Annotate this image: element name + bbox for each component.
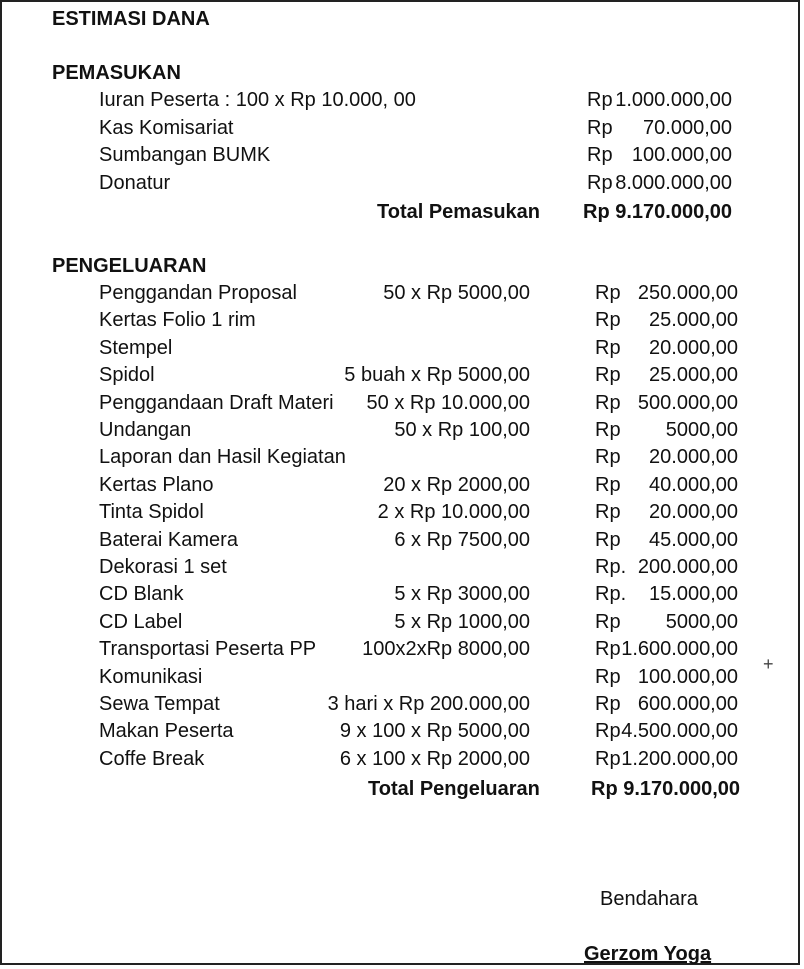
- plus-icon: +: [763, 654, 774, 674]
- item-calculation: 5 x Rp 1000,00: [394, 610, 530, 633]
- item-label: Iuran Peserta : 100 x Rp 10.000, 00: [99, 89, 416, 111]
- item-amount: 20.000,00: [649, 446, 738, 469]
- item-amount: 100.000,00: [637, 665, 738, 688]
- item-label: Sewa Tempat: [99, 693, 220, 715]
- item-currency: Rp: [595, 610, 621, 633]
- item-label: Penggandan Proposal: [99, 282, 297, 304]
- item-amount: 70.000,00: [643, 116, 732, 139]
- item-currency: Rp: [595, 446, 621, 469]
- income-total-label: Total Pemasukan: [377, 201, 541, 223]
- item-amount: 600.000,00: [637, 693, 738, 715]
- item-label: Stempel: [99, 336, 173, 359]
- item-currency: Rp: [595, 336, 621, 359]
- item-amount: 15.000,00: [649, 583, 738, 606]
- item-label: Penggandaan Draft Materi: [99, 391, 334, 414]
- item-label: Kertas Folio 1 rim: [99, 309, 256, 332]
- item-calculation: 50 x Rp 5000,00: [383, 282, 530, 304]
- item-label: Kertas Plano: [99, 473, 214, 496]
- item-label: CD Blank: [99, 583, 184, 606]
- item-label: Tinta Spidol: [99, 501, 204, 524]
- item-label: Makan Peserta: [99, 720, 234, 743]
- item-label: Coffe Break: [99, 747, 205, 770]
- item-currency: Rp: [595, 309, 621, 332]
- item-currency: Rp.: [595, 583, 627, 606]
- item-currency: Rp: [595, 501, 621, 524]
- item-calculation: 6 x Rp 7500,00: [394, 528, 530, 551]
- item-currency: Rp: [595, 638, 621, 661]
- income-total-value: Rp 9.170.000,00: [583, 201, 732, 223]
- item-calculation: 20 x Rp 2000,00: [383, 473, 530, 496]
- item-amount: 40.000,00: [649, 473, 738, 496]
- item-amount: 1.000.000,00: [615, 89, 732, 111]
- item-currency: Rp: [595, 693, 621, 715]
- item-currency: Rp.: [595, 556, 627, 578]
- item-calculation: 2 x Rp 10.000,00: [377, 501, 530, 524]
- signature-name: Gerzom Yoga: [584, 943, 712, 965]
- item-label: Komunikasi: [99, 665, 203, 688]
- item-currency: Rp: [595, 419, 621, 441]
- item-currency: Rp: [587, 116, 613, 139]
- item-amount: 100.000,00: [631, 144, 732, 166]
- item-amount: 5000,00: [665, 419, 738, 441]
- item-calculation: 3 hari x Rp 200.000,00: [327, 693, 530, 715]
- item-calculation: 6 x 100 x Rp 2000,00: [339, 747, 530, 770]
- item-label: Baterai Kamera: [99, 528, 238, 551]
- item-calculation: 9 x 100 x Rp 5000,00: [339, 720, 530, 743]
- item-amount: 250.000,00: [637, 282, 738, 304]
- expense-total-value: Rp 9.170.000,00: [591, 778, 740, 800]
- item-currency: Rp: [595, 473, 621, 496]
- item-amount: 8.000.000,00: [615, 171, 732, 194]
- item-currency: Rp: [587, 171, 613, 194]
- expense-heading: PENGELUARAN: [52, 255, 207, 277]
- item-amount: 1.200.000,00: [621, 747, 738, 770]
- item-currency: Rp: [587, 144, 613, 166]
- item-label: CD Label: [99, 610, 183, 633]
- item-amount: 25.000,00: [649, 309, 738, 332]
- item-currency: Rp: [595, 282, 621, 304]
- item-amount: 20.000,00: [649, 336, 738, 359]
- item-currency: Rp: [595, 364, 621, 387]
- item-amount: 4.500.000,00: [621, 720, 738, 743]
- item-amount: 200.000,00: [637, 556, 738, 578]
- item-amount: 45.000,00: [649, 528, 738, 551]
- item-label: Dekorasi 1 set: [99, 556, 227, 578]
- item-calculation: 5 buah x Rp 5000,00: [344, 364, 530, 387]
- item-currency: Rp: [587, 89, 613, 111]
- item-label: Spidol: [99, 364, 155, 387]
- item-label: Laporan dan Hasil Kegiatan: [99, 446, 346, 469]
- income-heading: PEMASUKAN: [52, 62, 181, 84]
- item-currency: Rp: [595, 720, 621, 743]
- item-amount: 1.600.000,00: [621, 638, 738, 661]
- item-label: Transportasi Peserta PP: [99, 638, 317, 661]
- item-amount: 5000,00: [665, 610, 738, 633]
- item-amount: 500.000,00: [637, 391, 738, 414]
- item-label: Donatur: [99, 171, 171, 194]
- item-currency: Rp: [595, 665, 621, 688]
- item-label: Kas Komisariat: [99, 116, 234, 139]
- item-calculation: 5 x Rp 3000,00: [394, 583, 530, 606]
- item-label: Undangan: [99, 419, 192, 441]
- item-calculation: 50 x Rp 100,00: [394, 419, 530, 441]
- item-currency: Rp: [595, 747, 621, 770]
- item-currency: Rp: [595, 528, 621, 551]
- item-label: Sumbangan BUMK: [99, 144, 271, 166]
- signature-role: Bendahara: [600, 888, 698, 910]
- expense-total-label: Total Pengeluaran: [368, 778, 540, 800]
- document-title: ESTIMASI DANA: [52, 8, 210, 30]
- item-amount: 25.000,00: [649, 364, 738, 387]
- item-amount: 20.000,00: [649, 501, 738, 524]
- item-currency: Rp: [595, 391, 621, 414]
- item-calculation: 50 x Rp 10.000,00: [366, 391, 530, 414]
- item-calculation: 100x2xRp 8000,00: [362, 638, 530, 661]
